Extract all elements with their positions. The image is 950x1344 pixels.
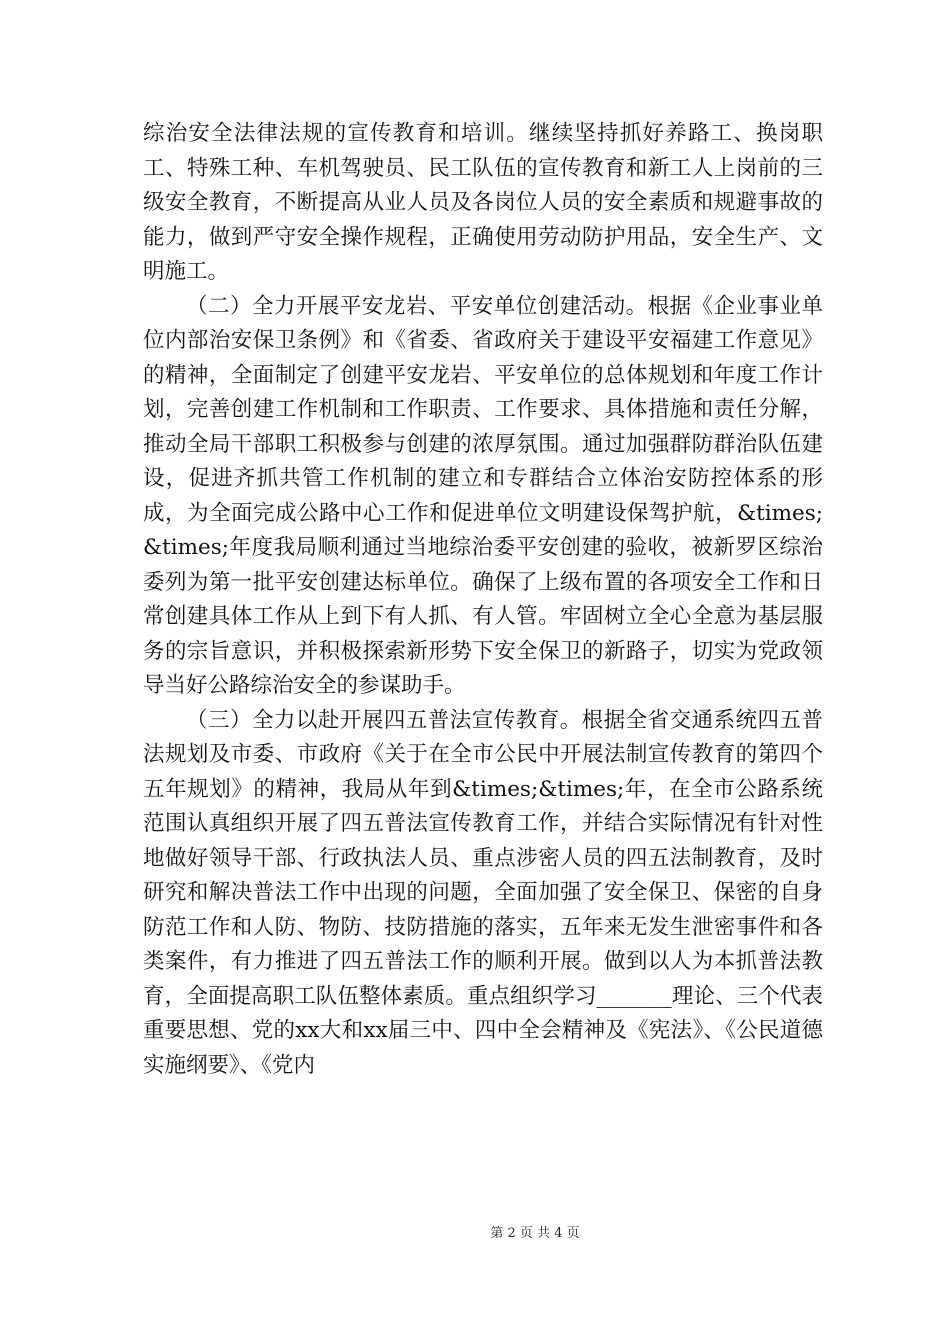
paragraph-section-2: （二）全力开展平安龙岩、平安单位创建活动。根据《企业事业单位内部治安保卫条例》和《省委、省政府关于建设平安福建工作意见》的精神，全面制定了创建平安龙岩、平安单位的总体规划和年度工作计划，完善创建工作机制和工作职责、工作要求、具体措施和责任分解，推动全局干部职工积极参与创建的浓厚氛围。通过加强群防群治队伍建设，促进齐抓共管工作机制的建立和专群结合立体治安防控体系的形成，为全面完成公路中心工作和促进单位文明建设保驾护航，&times;&times;年度我局顺利通过当地综治委平安创建的验收，被新罗区综治委列为第一批平安创建达标单位。确保了上级布置的各项安全工作和日常创建具体工作从上到下有人抓、有人管。牢固树立全心全意为基层服务的宗旨意识，并积极探索新形势下安全保卫的新路子，切实为党政领导当好公路综治安全的参谋助手。 xyxy=(143,293,823,698)
document-body xyxy=(143,117,823,1083)
paragraph-continuation: 综治安全法律法规的宣传教育和培训。继续坚持抓好养路工、换岗职工、特殊工种、车机驾驶员、民工队伍的宣传教育和新工人上岗前的三级安全教育，不断提高从业人员及各岗位人员的安全素质和规避事故的能力，做到严守安全操作规程，正确使用劳动防护用品，安全生产、文明施工。 xyxy=(143,121,823,284)
paragraph-section-3: （三）全力以赴开展四五普法宣传教育。根据全省交通系统四五普法规划及市委、市政府《关于在全市公民中开展法制宣传教育的第四个五年规划》的精神，我局从年到&times;&times;年，在全市公路系统范围认真组织开展了四五普法宣传教育工作，并结合实际情况有针对性地做好领导干部、行政执法人员、重点涉密人员的四五法制教育，及时研究和解决普法工作中出现的问题，全面加强了安全保卫、保密的自身防范工作和人防、物防、技防措施的落实，五年来无发生泄密事件和各类案件，有力推进了四五普法工作的顺利开展。做到以人为本抓普法教育，全面提高职工队伍整体素质。重点组织学习_______理论、三个代表重要思想、党的xx大和xx届三中、四中全会精神及《宪法》、《公民道德实施纲要》、《党内 xyxy=(143,707,823,1078)
page-number-footer: 第 2 页 共 4 页 xyxy=(490,1226,580,1241)
